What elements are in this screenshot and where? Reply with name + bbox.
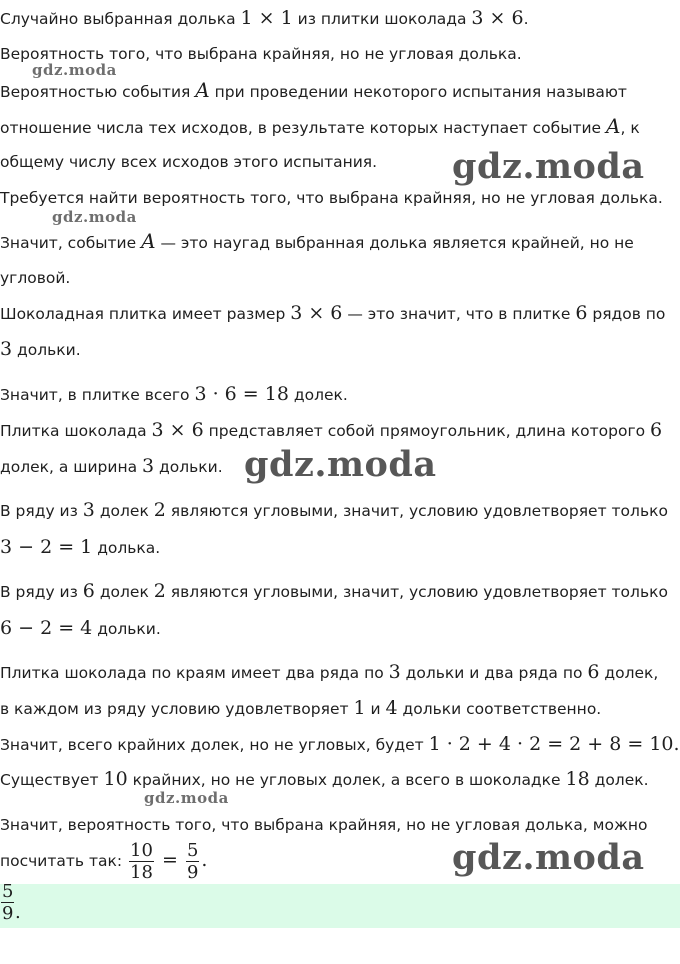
solution-text: Значит, всего крайних долек, но не угловых, будет 1 · 2 + 4 · 2 = 2 + 8 = 10.	[0, 733, 680, 755]
solution-text: Существует 10 крайних, но не угловых долек, а всего в шоколадке 18 долек.	[0, 768, 649, 790]
answer-fraction: $\frac{5}{9}$	[1, 884, 14, 924]
solution-text: долек, а ширина 3 дольки.	[0, 455, 223, 477]
solution-text: угловой.	[0, 269, 71, 287]
solution-text: 3 − 2 = 1 долька.	[0, 536, 161, 558]
problem-statement: Случайно выбранная долька 1 × 1 из плитки шоколада 3 × 6.	[0, 7, 529, 29]
solution-formula: посчитать так: $\frac{10}{18}$ = $\frac{5}{9}$ .	[0, 840, 208, 883]
solution-text: В ряду из 3 долек 2 являются угловыми, значит, условию удовлетворяет только	[0, 499, 668, 521]
solution-text: Значит, вероятность того, что выбрана крайняя, но не угловая долька, можно	[0, 816, 648, 834]
watermark: gdz.moda	[452, 837, 645, 878]
solution-text: Плитка шоколада 3 × 6 представляет собой прямоугольник, длина которого 6	[0, 419, 663, 441]
solution-text: Требуется найти вероятность того, что выбрана крайняя, но не угловая долька.	[0, 189, 663, 207]
solution-text: Значит, событие A — это наугад выбранная долька является крайней, но не	[0, 229, 634, 253]
fraction: $\frac{5}{9}$	[186, 840, 199, 883]
solution-text: в каждом из ряду условию удовлетворяет 1 и 4 дольки соответственно.	[0, 697, 602, 719]
watermark: gdz.moda	[52, 208, 137, 226]
solution-text: 6 − 2 = 4 дольки.	[0, 617, 161, 639]
question-text: Вероятность того, что выбрана крайняя, но не угловая долька.	[0, 45, 522, 63]
solution-text: В ряду из 6 долек 2 являются угловыми, значит, условию удовлетворяет только	[0, 580, 668, 602]
solution-text: Значит, в плитке всего 3 · 6 = 18 долек.	[0, 383, 348, 405]
solution-text: Плитка шоколада по краям имеет два ряда по 3 дольки и два ряда по 6 долек,	[0, 661, 659, 683]
solution-text: 3 дольки.	[0, 338, 81, 360]
solution-text: Шоколадная плитка имеет размер 3 × 6 — это значит, что в плитке 6 рядов по	[0, 302, 666, 324]
watermark: gdz.moda	[452, 146, 645, 187]
watermark: gdz.moda	[144, 789, 229, 807]
definition-text: общему числу всех исходов этого испытания.	[0, 153, 378, 171]
watermark: gdz.moda	[244, 444, 437, 485]
answer-period: .	[15, 902, 21, 923]
definition-text: отношение числа тех исходов, в результате которых наступает событие A, к	[0, 114, 640, 138]
fraction: $\frac{10}{18}$	[130, 840, 153, 883]
definition-text: Вероятностью события A при проведении некоторого испытания называют	[0, 78, 627, 102]
watermark: gdz.moda	[32, 61, 117, 79]
answer-box	[0, 884, 680, 928]
